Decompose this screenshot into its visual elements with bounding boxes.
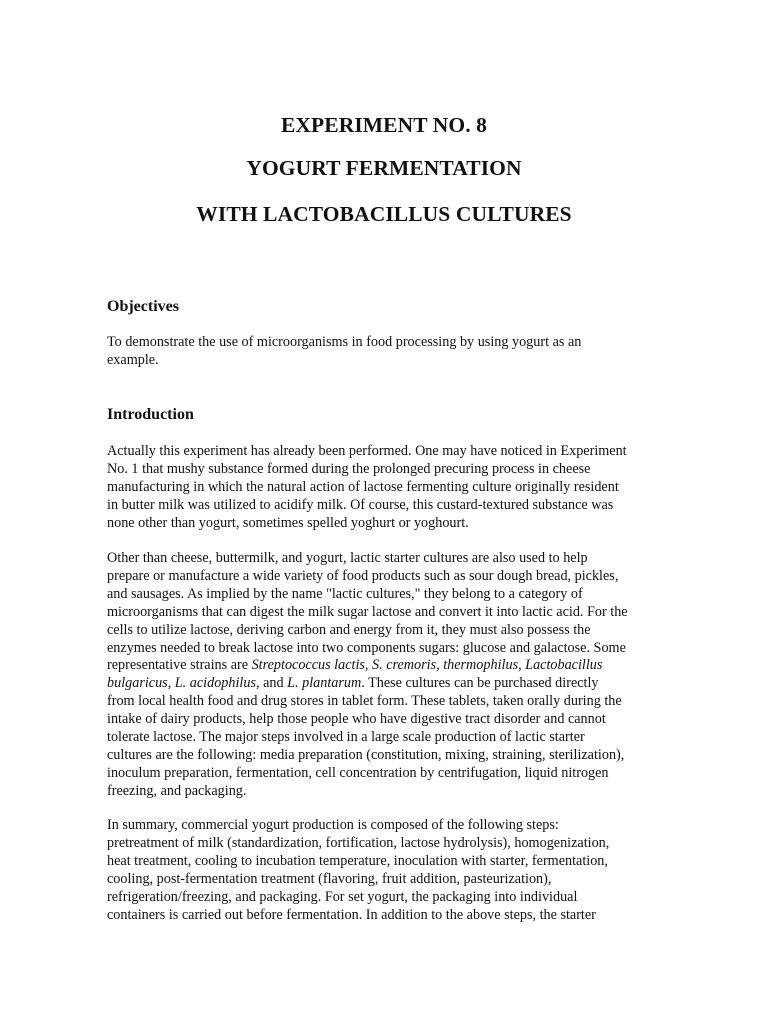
text-line: freezing, and packaging. — [107, 782, 247, 799]
text-line: manufacturing in which the natural action of lactose fermenting culture originally resident — [107, 478, 619, 495]
text-line: from local health food and drug stores in tablet form. These tablets, taken orally during the — [107, 693, 622, 710]
species-name-italic: L. plantarum — [287, 675, 362, 692]
text-line: cultures are the following: media preparation (constitution, mixing, straining, sterilization), — [107, 746, 625, 763]
introduction-paragraph-1 — [107, 443, 667, 533]
species-names-italic: Streptococcus lactis, S. cremoris, thermophilus, Lactobacillus — [251, 657, 603, 674]
text-line: example. — [107, 351, 159, 368]
objectives-paragraph — [107, 334, 667, 370]
text-line: none other than yogurt, sometimes spelled yoghurt or yoghourt. — [107, 514, 469, 531]
species-names-italic: bulgaricus, L. acidophilus, — [107, 675, 260, 692]
text-line: No. 1 that mushy substance formed during the prolonged precuring process in cheese — [107, 460, 591, 477]
introduction-heading: Introduction — [107, 406, 194, 423]
text-line: heat treatment, cooling to incubation temperature, inoculation with starter, fermentation, — [107, 852, 608, 869]
introduction-paragraph-3 — [107, 817, 667, 924]
text-line: enzymes needed to break lactose into two components sugars: glucose and galactose. Some — [107, 639, 626, 656]
text-line: Other than cheese, buttermilk, and yogurt, lactic starter cultures are also used to help — [107, 550, 588, 566]
text-line: microorganisms that can digest the milk sugar lactose and convert it into lactic acid. For the — [107, 603, 628, 620]
text-run: . These cultures can be purchased directly — [361, 675, 599, 692]
title-experiment-number: EXPERIMENT NO. 8 — [280, 113, 488, 137]
text-run: representative strains are — [107, 657, 252, 674]
text-line: cells to utilize lactose, deriving carbon and energy from it, they must also possess the — [107, 621, 591, 638]
text-line: Actually this experiment has already been performed. One may have noticed in Experiment — [107, 443, 627, 459]
text-line: tolerate lactose. The major steps involved in a large scale production of lactic starter — [107, 729, 585, 746]
text-line: cooling, post-fermentation treatment (flavoring, fruit addition, pasteurization), — [107, 870, 552, 887]
text-line: containers is carried out before fermentation. In addition to the above steps, the starter — [107, 906, 596, 923]
introduction-paragraph-2 — [107, 550, 667, 801]
title-yogurt-fermentation: YOGURT FERMENTATION — [246, 156, 522, 180]
text-line: prepare or manufacture a wide variety of food products such as sour dough bread, pickles, — [107, 567, 619, 584]
text-line: pretreatment of milk (standardization, fortification, lactose hydrolysis), homogenization, — [107, 834, 610, 851]
text-line: In summary, commercial yogurt production is composed of the following steps: — [107, 817, 559, 833]
text-line: refrigeration/freezing, and packaging. For set yogurt, the packaging into individual — [107, 888, 578, 905]
title-lactobacillus-cultures: WITH LACTOBACILLUS CULTURES — [196, 202, 572, 226]
text-line: intake of dairy products, help those people who have digestive tract disorder and cannot — [107, 711, 606, 728]
text-line — [107, 675, 667, 693]
text-line: and sausages. As implied by the name "lactic cultures," they belong to a category of — [107, 585, 583, 602]
text-run: and — [259, 675, 288, 692]
text-line: To demonstrate the use of microorganisms in food processing by using yogurt as an — [107, 334, 582, 350]
text-line: inoculum preparation, fermentation, cell concentration by centrifugation, liquid nitrogen — [107, 764, 609, 781]
text-line — [107, 657, 667, 675]
text-line: in butter milk was utilized to acidify milk. Of course, this custard-textured substance was — [107, 496, 614, 513]
objectives-heading: Objectives — [107, 298, 179, 315]
